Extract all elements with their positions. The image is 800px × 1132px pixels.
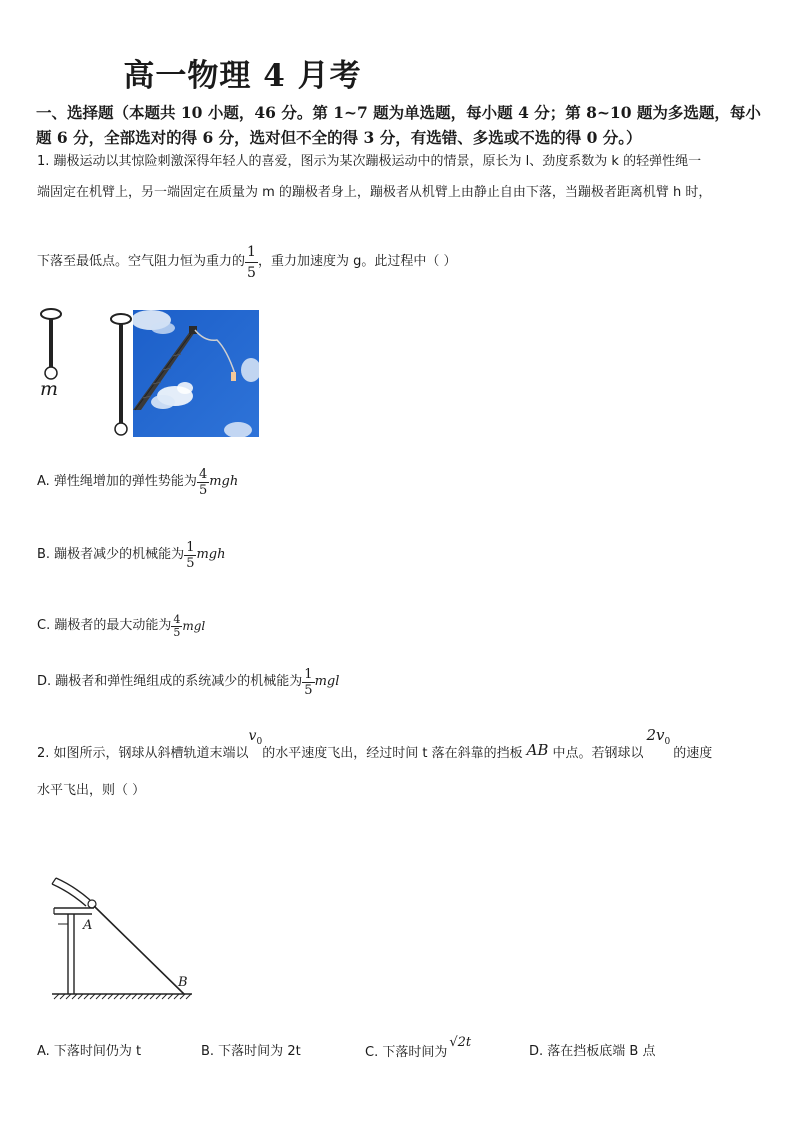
q1-option-a-fraction: $\frac{4}{5}$ bbox=[198, 466, 208, 498]
q2-line1-c: 中点。若钢球以 bbox=[552, 746, 644, 761]
q2-point-b-label: B bbox=[178, 975, 188, 990]
q2-2v0: $2v_0$ bbox=[646, 726, 671, 747]
q1-option-d-text: D. 蹦极者和弹性绳组成的系统减少的机械能为 bbox=[37, 674, 303, 689]
q1-option-a-text: A. 弹性绳增加的弹性势能为 bbox=[37, 474, 197, 489]
q2-line1-a: 2. 如图所示，钢球从斜槽轨道末端以 bbox=[37, 746, 249, 761]
q1-line2: 端固定在机臂上，另一端固定在质量为 m 的蹦极者身上，蹦极者从机臂上由静止自由下落，当蹦极者距离机臂 h 时， bbox=[37, 185, 712, 200]
q2-option-c-math: √2t bbox=[449, 1035, 472, 1050]
q1-option-c-fraction: $\frac{4}{5}$ bbox=[173, 612, 181, 639]
q1-option-d-fraction: $\frac{1}{5}$ bbox=[304, 666, 313, 698]
q2-v0: $v_0$ bbox=[248, 728, 263, 747]
q1-option-c[interactable] bbox=[37, 606, 205, 646]
q2-option-d[interactable]: D. 落在挡板底端 B 点 bbox=[529, 1044, 656, 1059]
q1-option-b-math: mgh bbox=[196, 547, 226, 562]
q2-option-c-text: C. 下落时间为 bbox=[365, 1045, 448, 1060]
q2-line2: 水平飞出，则（ ） bbox=[37, 783, 146, 798]
q1-line3 bbox=[37, 238, 456, 286]
q1-line1: 1. 蹦极运动以其惊险刺激深得年轻人的喜爱，图示为某次蹦极运动中的情景，原长为 l、劲度系数为 k 的轻弹性绳一 bbox=[37, 154, 702, 169]
q1-mass-label: m bbox=[40, 378, 59, 400]
q2-option-b[interactable]: B. 下落时间为 2t bbox=[201, 1044, 301, 1059]
q2-option-a[interactable]: A. 下落时间仍为 t bbox=[37, 1044, 142, 1059]
q1-line3-post: ，重力加速度为 g。此过程中（ ） bbox=[257, 254, 457, 269]
q1-option-c-math: mgl bbox=[182, 619, 206, 633]
q1-option-c-text: C. 蹦极者的最大动能为 bbox=[37, 618, 172, 633]
q2-line1-d: 的速度 bbox=[673, 746, 713, 761]
q1-rope-diagram bbox=[30, 305, 135, 440]
q1-fraction: $\frac{1}{5}$ bbox=[247, 243, 256, 281]
q1-option-a[interactable] bbox=[37, 462, 238, 502]
page-title: 高一物理 4 月考 bbox=[123, 58, 362, 94]
q1-line3-pre: 下落至最低点。空气阻力恒为重力的 bbox=[37, 254, 246, 269]
q1-option-b[interactable] bbox=[37, 535, 226, 575]
q1-option-a-math: mgh bbox=[209, 474, 239, 489]
q1-option-b-fraction: $\frac{1}{5}$ bbox=[186, 539, 195, 571]
q1-option-b-text: B. 蹦极者减少的机械能为 bbox=[37, 547, 185, 562]
q1-option-d[interactable] bbox=[37, 662, 339, 702]
section-heading: 一、选择题（本题共 10 小题，46 分。第 1~7 题为单选题，每小题 4 分；第 8~10 题为多选题，每小题 6 分，全部选对的得 6 分，选对但不全的得 3 分，有选错、多选或不选的得 0 分。） bbox=[36, 103, 761, 147]
q2-line1-b: 的水平速度飞出，经过时间 t 落在斜靠的挡板 bbox=[262, 746, 523, 761]
q2-ab: AB bbox=[526, 741, 549, 759]
q2-point-a-label: A bbox=[83, 918, 93, 933]
q1-bungee-photo bbox=[133, 310, 259, 437]
q2-option-c[interactable] bbox=[365, 1032, 471, 1062]
q1-option-d-math: mgl bbox=[314, 674, 340, 689]
q2-line1 bbox=[37, 726, 713, 763]
